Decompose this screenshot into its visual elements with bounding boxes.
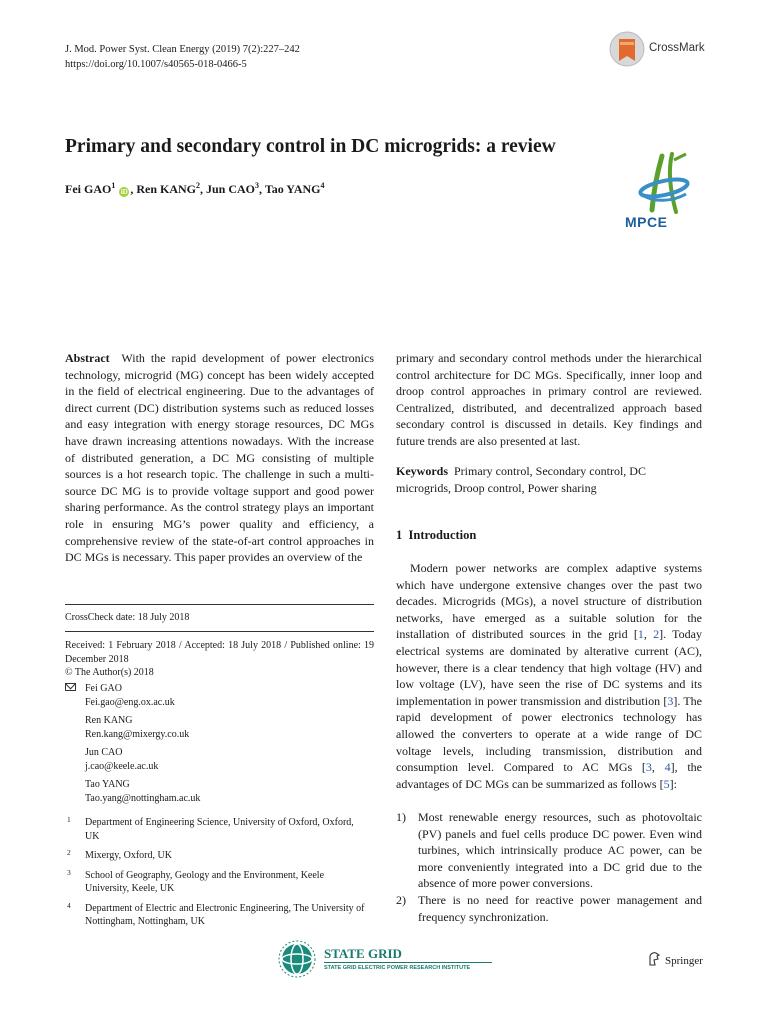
contact-list — [65, 682, 365, 805]
contact-item — [65, 682, 365, 709]
citation-link[interactable]: 4 — [664, 760, 671, 775]
abstract-continued: primary and secondary control methods under the hierarchical control architecture for DC MGs. Specifically, inner loop and droop control approaches in primary control are reviewed. Centralized, distributed, and decentralized approach based secondary control is discussed in details. Key findings and future trends are also presented at last. — [396, 351, 702, 448]
abstract — [65, 350, 374, 566]
affiliation-item — [65, 902, 365, 929]
paper-title: Primary and secondary control in DC microgrids: a review — [65, 136, 556, 157]
state-grid-name: STATE GRID — [324, 946, 402, 961]
keywords-text: Primary control, Secondary control, DC microgrids, Droop control, Power sharing — [396, 464, 646, 495]
citation-link[interactable]: 1 — [637, 627, 644, 642]
springer-logo — [648, 951, 703, 969]
author-name: Jun CAO — [206, 182, 256, 196]
divider — [65, 604, 374, 605]
intro-text: , the advantages of DC MGs can be summarized as follows — [396, 760, 703, 791]
doi-link[interactable]: https://doi.org/10.1007/s40565-018-0466-5 — [65, 59, 247, 70]
affiliation-number: 2 — [67, 848, 71, 857]
abstract-label: Abstract — [65, 351, 110, 365]
intro-text: Modern power networks are complex adaptive systems which have undergone extensive changes over the past two decades. Microgrids (MGs), a novel structure of distribution networks, have emerged as a suitable solution for the installation of distributed sources in the grid — [396, 561, 702, 642]
author-name: Ren KANG — [136, 182, 196, 196]
citation-link[interactable]: 3 — [645, 760, 652, 775]
author-affil-num: 1 — [111, 181, 116, 190]
crossmark-icon — [609, 30, 645, 68]
affiliation-number: 4 — [67, 900, 71, 910]
affiliation-number: 1 — [67, 815, 71, 824]
mpce-wordmark: MPCE — [625, 214, 668, 230]
affiliation-list — [65, 816, 365, 929]
divider — [65, 631, 374, 632]
contact-email[interactable]: Tao.yang@nottingham.ac.uk — [85, 792, 201, 804]
springer-horse-icon — [648, 951, 661, 967]
section-heading — [396, 528, 476, 543]
mpce-logo — [618, 150, 698, 232]
contact-name: Tao YANG — [85, 779, 130, 790]
affiliation-text: Department of Engineering Science, University of Oxford, Oxford, UK — [85, 817, 354, 842]
journal-citation — [65, 42, 300, 72]
affiliation-text: School of Geography, Geology and the Environment, Keele University, Keele, UK — [85, 869, 325, 894]
copyright-notice: © The Author(s) 2018 — [65, 667, 154, 678]
orcid-icon[interactable]: iD — [120, 188, 128, 196]
intro-paragraph: Modern power networks are complex adaptive systems which have undergone extensive changes over the past two decades. Microgrids (MGs), a novel structure of distribution networks, have emerged as a suitable solution for the installation of distributed sources in the grid [1, 2]. Today electrical systems are dominated by alterative current (AC), however, there is a clear tendency that high voltage (HV) and low voltage (LV), have seen the rise of DC systems and its implementation in power transmission and distribution [3]. The rapid development of power electronics technology has allowed the converters to operate at a wide range of DC voltage levels, including transmission, distribution and consumption level. Compared to AC MGs [3, 4], the advantages of DC MGs can be summarized as follows [5]: — [396, 561, 703, 791]
list-text: There is no need for reactive power management and frequency synchronization. — [418, 892, 702, 924]
contact-email[interactable]: Fei.gao@eng.ox.ac.uk — [85, 696, 175, 708]
list-item — [396, 809, 702, 892]
mpce-emblem-icon — [628, 150, 698, 220]
contact-email[interactable]: j.cao@keele.ac.uk — [85, 760, 159, 772]
contact-item — [65, 714, 365, 741]
state-grid-logo — [278, 940, 493, 980]
citation-link[interactable]: 2 — [653, 627, 660, 642]
publication-dates — [65, 639, 374, 680]
citation-link[interactable]: 5 — [663, 776, 670, 791]
author-list: Fei GAO$^1$ iD , Ren KANG$^2$, Jun CAO$^3$, Tao YANG$^4$ — [65, 181, 325, 196]
state-grid-globe-icon — [278, 940, 316, 978]
list-text: Most renewable energy resources, such as photovoltaic (PV) panels and fuel cells produce DC power. Even wind turbines, which intrinsically produce AC power, can be more conveniently integrated into a DC grid due to the absence of more power conversions. — [418, 810, 702, 891]
received-accepted-published: Received: 1 February 2018 / Accepted: 18 July 2018 / Published online: 19 December 2018 — [65, 640, 374, 665]
keywords — [396, 463, 702, 496]
state-grid-subtitle: STATE GRID ELECTRIC POWER RESEARCH INSTITUTE — [324, 965, 471, 971]
springer-name: Springer — [665, 955, 703, 967]
author-name: Fei GAO — [65, 182, 112, 196]
affiliation-text: Department of Electric and Electronic Engineering, The University of Nottingham, Nottingham, UK — [85, 902, 365, 927]
divider — [324, 962, 492, 963]
author-affil-num: 2 — [196, 181, 200, 190]
contact-email[interactable]: Ren.kang@mixergy.co.uk — [85, 728, 190, 740]
author-affil-num: 4 — [320, 181, 325, 190]
crossmark-label: CrossMark — [649, 42, 705, 54]
crosscheck-date: CrossCheck date: 18 July 2018 — [65, 612, 190, 623]
author-affil-num: 3 — [255, 181, 260, 190]
abstract-text: With the rapid development of power electronics technology, microgrid (MG) concept has been widely accepted in the field of electrical engineering. Due to the advantages of direct current (DC) distribution systems such as reduced losses and easy integration with energy storage resources, DC MGs have drawn increasing attentions nowadays. With the increase of distributed generation, a DC MG consisting of multiple sources is a hot research topic. The challenge in such a multi-source DC MG is to provide voltage support and good power sharing performance. As the control strategy plays an important role in ensuring MG’s power quality and efficiency, a comprehensive review of the state-of-art control approaches in DC MGs is necessary. This paper provides an overview of the — [65, 351, 374, 565]
list-number: 2) — [396, 892, 406, 907]
contact-item — [65, 746, 365, 773]
affiliation-item — [65, 869, 365, 896]
affiliation-item — [65, 849, 365, 863]
section-number: 1 — [396, 528, 403, 542]
contact-item — [65, 778, 365, 805]
envelope-icon — [65, 683, 76, 691]
author-name: Tao YANG — [264, 182, 321, 196]
affiliation-number: 3 — [67, 867, 71, 877]
affiliation-text: Mixergy, Oxford, UK — [85, 850, 172, 861]
section-title: Introduction — [408, 528, 477, 542]
contact-name: Ren KANG — [85, 715, 133, 726]
journal-line: J. Mod. Power Syst. Clean Energy (2019) 7(2):227–242 — [65, 44, 300, 55]
crossmark-badge[interactable] — [609, 30, 719, 70]
contact-name: Jun CAO — [85, 747, 123, 758]
keywords-label: Keywords — [396, 464, 448, 478]
intro-text: . The rapid development of power electronics technology has allowed the converters to operate at a wide range of DC voltage levels, including transmission, distribution and consumption level. Compared to AC MGs — [396, 693, 703, 775]
list-number: 1) — [396, 810, 406, 824]
intro-text: . Today electrical systems are dominated by alterative current (AC), however, there is a clear tendency that high voltage (HV) and low voltage (LV), have seen the rise of DC systems and its implementation in power transmission and distribution — [396, 627, 702, 708]
list-item — [396, 892, 702, 925]
affiliation-item — [65, 816, 365, 843]
contact-name: Fei GAO — [85, 683, 122, 694]
advantages-list — [396, 809, 702, 925]
citation-link[interactable]: 3 — [667, 693, 674, 708]
